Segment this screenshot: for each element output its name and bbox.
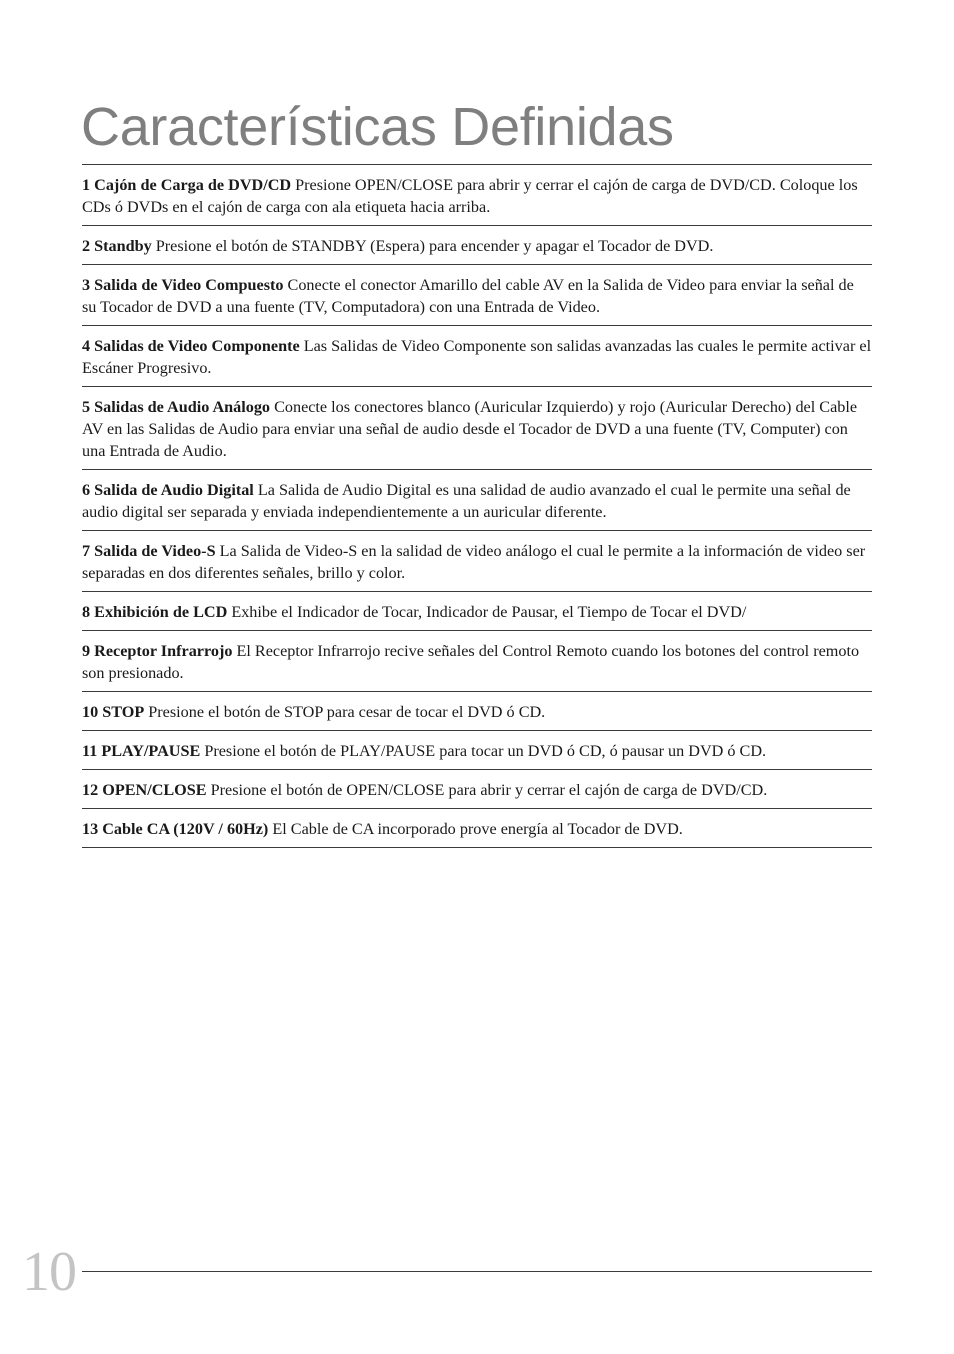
footer-divider xyxy=(82,1271,872,1272)
page-number: 10 xyxy=(22,1241,76,1303)
feature-item-digital-audio xyxy=(82,470,872,531)
feature-description: Presione el botón de STANDBY (Espera) para encender y apagar el Tocador de DVD. xyxy=(155,237,714,255)
feature-item-cd-tray xyxy=(82,165,872,226)
feature-description: Presione el botón de OPEN/CLOSE para abrir y cerrar el cajón de carga de DVD/CD. xyxy=(210,781,768,799)
feature-description: Las Salidas de Video Componente son salidas avanzadas las cuales le permite activar el Escáner Progresivo. xyxy=(82,337,872,377)
feature-term: 4 Salidas de Video Componente xyxy=(82,337,300,355)
feature-description: Conecte los conectores blanco (Auricular Izquierdo) y rojo (Auricular Derecho) del Cable AV en las Salidas de Audio para enviar una señal de audio desde el Tocador de DVD a una fuente (TV, Computer) con una Entrada de Audio. xyxy=(82,398,858,460)
feature-item-analog-audio xyxy=(82,387,872,470)
feature-term: 9 Receptor Infrarrojo xyxy=(82,642,233,660)
feature-term: 5 Salidas de Audio Análogo xyxy=(82,398,271,416)
feature-term: 3 Salida de Video Compuesto xyxy=(82,276,284,294)
feature-term: 6 Salida de Audio Digital xyxy=(82,481,254,499)
feature-item-stop xyxy=(82,692,872,731)
feature-item-s-video xyxy=(82,531,872,592)
feature-description: La Salida de Video-S en la salidad de video análogo el cual le permite a la información de video ser separadas en dos diferentes señales, brillo y color. xyxy=(82,542,866,582)
feature-item-ac-cable xyxy=(82,809,872,848)
feature-term: 13 Cable CA (120V / 60Hz) xyxy=(82,820,269,838)
feature-item-composite-video xyxy=(82,265,872,326)
feature-item-component-video xyxy=(82,326,872,387)
feature-description: Presione OPEN/CLOSE para abrir y cerrar el cajón de carga de DVD/CD. Coloque los CDs ó DVDs en el cajón de carga con ala etiqueta hacia arriba. xyxy=(82,176,858,216)
feature-list xyxy=(82,164,872,848)
feature-term: 1 Cajón de Carga de DVD/CD xyxy=(82,176,292,194)
feature-description: Presione el botón de PLAY/PAUSE para tocar un DVD ó CD, ó pausar un DVD ó CD. xyxy=(204,742,767,760)
feature-description: Exhibe el Indicador de Tocar, Indicador de Pausar, el Tiempo de Tocar el DVD/ xyxy=(231,603,747,621)
feature-description: El Cable de CA incorporado prove energía al Tocador de DVD. xyxy=(272,820,683,838)
feature-item-open-close xyxy=(82,770,872,809)
feature-item-play-pause xyxy=(82,731,872,770)
feature-item-standby xyxy=(82,226,872,265)
feature-term: 7 Salida de Video-S xyxy=(82,542,216,560)
feature-term: 8 Exhibición de LCD xyxy=(82,603,228,621)
feature-description: El Receptor Infrarrojo recive señales del Control Remoto cuando los botones del control remoto son presionado. xyxy=(82,642,860,682)
feature-term: 10 STOP xyxy=(82,703,145,721)
feature-description: Conecte el conector Amarillo del cable AV en la Salida de Video para enviar la señal de su Tocador de DVD a una fuente (TV, Computadora) con una Entrada de Video. xyxy=(82,276,854,316)
page-title: Características Definidas xyxy=(81,97,674,157)
feature-item-lcd-display xyxy=(82,592,872,631)
feature-term: 12 OPEN/CLOSE xyxy=(82,781,207,799)
feature-term: 11 PLAY/PAUSE xyxy=(82,742,201,760)
feature-item-ir-receiver xyxy=(82,631,872,692)
feature-description: La Salida de Audio Digital es una salidad de audio avanzado el cual le permite una señal de audio digital ser separada y enviada independientemente a un auricular diferente. xyxy=(82,481,851,521)
feature-description: Presione el botón de STOP para cesar de tocar el DVD ó CD. xyxy=(148,703,546,721)
feature-term: 2 Standby xyxy=(82,237,152,255)
